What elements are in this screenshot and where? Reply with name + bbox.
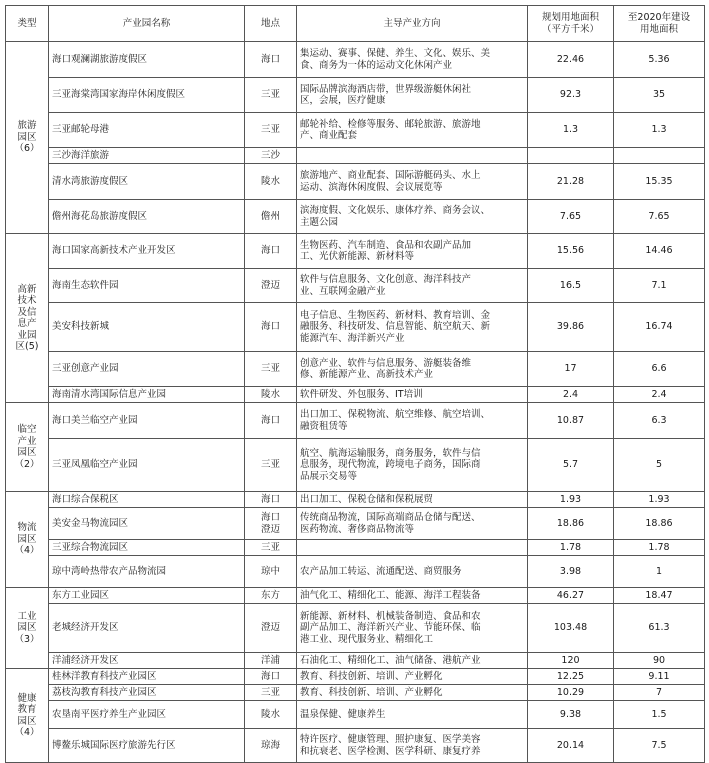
table-row [6,78,705,113]
plan-area-cell: 22.46 [528,42,614,78]
park-name-cell: 美安科技新城 [49,303,245,352]
industry-direction-cell [297,200,528,234]
direction-line: 邮轮补给、检修等服务、邮轮旅游、旅游地 [300,118,481,130]
category-cell [6,403,49,492]
category-cell [6,42,49,234]
direction-line: 食、商务为一体的运动文化休闲产业 [300,59,453,71]
plan-area-cell: 20.14 [528,729,614,763]
category-cell [6,588,49,669]
industry-direction-cell [297,588,528,604]
category-label-line: 产业 [17,435,37,447]
industry-direction-cell [297,113,528,148]
built-area-cell: 14.46 [614,234,705,269]
location-line: 陵水 [260,388,280,400]
table-row [6,200,705,234]
built-area-cell: 90 [614,653,705,669]
park-name-cell: 农垦南平医疗养生产业园区 [49,701,245,729]
park-name-cell: 美安金马物流园区 [49,508,245,540]
location-line: 东方 [260,589,280,601]
header-plan-area-line1: 规划用地面积 [541,11,599,23]
direction-line: 港工业、现代服务业、精细化工 [300,633,434,645]
location-cell [245,200,297,234]
location-line: 三亚 [260,459,280,471]
location-line: 海口 [260,53,280,65]
category-label-line: 园区 [17,131,37,143]
table-row [6,234,705,269]
direction-line: 品展示交易等 [300,470,358,482]
location-cell [245,403,297,439]
industry-direction-cell [297,439,528,492]
plan-area-cell: 15.56 [528,234,614,269]
category-cell [6,234,49,403]
direction-line: 出口加工、保税仓储和保税展贸 [300,493,434,505]
table-row [6,269,705,303]
category-label-line: 工业 [17,610,37,622]
park-name-cell: 三沙海洋旅游 [49,148,245,164]
header-type: 类型 [6,6,49,42]
industry-direction-cell [297,303,528,352]
table-row [6,42,705,78]
table-row [6,685,705,701]
direction-line: 教育、科技创新、培训、产业孵化 [300,670,443,682]
direction-line: 融服务、科技研发、信息智能、航空航天、新 [300,321,491,333]
location-cell [245,42,297,78]
table-row [6,669,705,685]
direction-line: 航空、航海运输服务，商务服务，软件与信 [300,447,481,459]
location-cell [245,303,297,352]
built-area-cell: 1.93 [614,492,705,508]
direction-line: 医药物流、奢侈商品物流等 [300,523,415,535]
category-label-line: （2） [14,458,40,470]
direction-line: 生物医药、汽车制造、食品和农副产品加 [300,239,472,251]
industry-direction-cell [297,540,528,556]
plan-area-cell: 2.4 [528,387,614,403]
built-area-cell: 1.78 [614,540,705,556]
direction-line: 农产品加工转运、流通配送、商贸服务 [300,565,462,577]
direction-line: 产、商业配套 [300,130,358,141]
location-cell [245,669,297,685]
plan-area-cell: 16.5 [528,269,614,303]
industry-direction-cell [297,78,528,113]
plan-area-cell: 21.28 [528,164,614,200]
industry-direction-cell [297,685,528,701]
category-label-line: 健康 [17,692,37,704]
industry-direction-cell [297,42,528,78]
direction-line: 融资租赁等 [300,420,348,432]
location-cell [245,540,297,556]
location-cell [245,352,297,387]
location-cell [245,439,297,492]
direction-line: 教育、科技创新、培训、产业孵化 [300,686,443,698]
park-name-cell: 儋州海花岛旅游度假区 [49,200,245,234]
direction-line: 滨海度假、文化娱乐、康体疗养、商务会议、 [300,205,491,216]
header-row [6,6,705,42]
category-label-line: 区(5) [15,341,39,352]
category-label-line: 园区 [17,447,37,458]
park-name-cell: 三亚综合物流园区 [49,540,245,556]
category-label-line: （6） [14,143,40,155]
built-area-cell: 1.5 [614,701,705,729]
header-plan-area-line2: （平方千米） [541,23,599,35]
park-name-cell: 海口观澜湖旅游度假区 [49,42,245,78]
plan-area-cell: 9.38 [528,701,614,729]
park-name-cell: 三亚凤凰临空产业园 [49,439,245,492]
park-name-cell: 海口国家高新技术产业开发区 [49,234,245,269]
table-row [6,387,705,403]
category-label-line: 园区 [17,715,37,727]
table-row [6,508,705,540]
table-row [6,403,705,439]
header-built-area-line1: 至2020年建设 [627,11,691,23]
location-cell [245,164,297,200]
industry-direction-cell [297,269,528,303]
plan-area-cell: 10.87 [528,403,614,439]
table-row [6,556,705,588]
category-label-line: （4） [14,727,40,738]
table-row [6,352,705,387]
header-built-area [614,6,705,42]
direction-line: 能源汽车、海洋新兴产业 [300,332,405,344]
category-label-line: 及信 [17,306,37,318]
direction-line: 电子信息、生物医药、新材料、教育培训、金 [300,309,491,321]
built-area-cell: 5.36 [614,42,705,78]
location-line: 陵水 [260,708,280,720]
industry-direction-cell [297,234,528,269]
direction-line: 出口加工、保税物流、航空维修、航空培训、 [300,409,491,420]
plan-area-cell [528,148,614,164]
industry-direction-cell [297,148,528,164]
category-label-line: 临空 [17,424,37,435]
header-location: 地点 [245,6,297,42]
direction-line: 运动、滨海休闲度假、会议展览等 [300,181,443,193]
park-name-cell: 清水湾旅游度假区 [49,164,245,200]
location-line: 三亚 [260,363,280,375]
category-label-line: 高新 [17,283,37,295]
category-label-line: 息产 [17,318,37,329]
industry-direction-cell [297,556,528,588]
direction-line: 息服务，现代物流，跨境电子商务，国际商 [300,459,481,471]
industry-direction-cell [297,701,528,729]
direction-line: 温泉保健、健康养生 [300,708,386,720]
location-cell [245,148,297,164]
plan-area-cell: 17 [528,352,614,387]
category-cell [6,492,49,588]
table-row [6,588,705,604]
built-area-cell: 15.35 [614,164,705,200]
location-cell [245,604,297,653]
industry-direction-cell [297,164,528,200]
built-area-cell: 1 [614,556,705,588]
industry-direction-cell [297,729,528,763]
direction-line: 区，会展，医疗健康 [300,95,386,106]
header-built-area-line2: 用地面积 [639,23,678,35]
location-line: 澄迈 [260,523,280,535]
header-name: 产业园名称 [49,6,245,42]
location-line: 澄迈 [260,279,280,291]
built-area-cell: 9.11 [614,669,705,685]
location-cell [245,492,297,508]
location-line: 洋浦 [260,654,280,666]
built-area-cell: 7 [614,685,705,701]
park-name-cell: 桂林洋教育科技产业园区 [49,669,245,685]
category-label-line: 园区 [17,533,37,545]
location-line: 海口 [260,245,280,257]
industrial-park-table [5,5,705,763]
plan-area-cell: 46.27 [528,588,614,604]
park-name-cell: 东方工业园区 [49,588,245,604]
industry-direction-cell [297,653,528,669]
direction-line: 国际品牌滨海酒店带，世界级游艇休闲社 [300,83,472,95]
built-area-cell: 5 [614,439,705,492]
industry-direction-cell [297,508,528,540]
built-area-cell: 6.3 [614,403,705,439]
category-label-line: （4） [14,545,40,557]
table-row [6,113,705,148]
location-line: 琼中 [260,565,280,577]
direction-line: 旅游地产、商业配套、国际游艇码头、水上 [300,170,481,181]
location-cell [245,387,297,403]
location-cell [245,685,297,701]
category-label-line: 旅游 [17,120,37,132]
category-label-line: 技术 [17,295,37,306]
direction-line: 主题公园 [300,216,339,228]
built-area-cell: 18.86 [614,508,705,540]
plan-area-cell: 120 [528,653,614,669]
direction-line: 软件研发、外包服务、IT培训 [300,388,423,400]
direction-line: 集运动、赛事、保健、养生、文化、娱乐、美 [300,48,491,59]
table-body [6,42,705,763]
location-cell [245,508,297,540]
park-name-cell: 海南清水湾国际信息产业园 [49,387,245,403]
park-name-cell: 三亚创意产业园 [49,352,245,387]
location-cell [245,729,297,763]
park-name-cell: 海口综合保税区 [49,492,245,508]
location-cell [245,78,297,113]
location-cell [245,234,297,269]
direction-line: 副产品加工、海洋新兴产业、节能环保、临 [300,622,481,634]
direction-line: 修、新能源产业、高新技术产业 [300,369,434,380]
park-name-cell: 三亚邮轮母港 [49,113,245,148]
industry-direction-cell [297,604,528,653]
built-area-cell: 61.3 [614,604,705,653]
location-cell [245,588,297,604]
location-cell [245,653,297,669]
table-row [6,653,705,669]
plan-area-cell: 1.93 [528,492,614,508]
direction-line: 新能源、新材料、机械装备制造、食品和农 [300,610,481,622]
plan-area-cell: 18.86 [528,508,614,540]
location-line: 海口 [260,493,280,505]
location-cell [245,701,297,729]
location-line: 琼海 [260,739,280,751]
location-line: 三亚 [260,541,280,553]
category-label-line: 教育 [17,704,37,715]
location-line: 澄迈 [260,622,280,634]
plan-area-cell: 92.3 [528,78,614,113]
built-area-cell: 16.74 [614,303,705,352]
header-plan-area [528,6,614,42]
park-name-cell: 洋浦经济开发区 [49,653,245,669]
category-label-line: 业园 [17,329,37,341]
location-cell [245,113,297,148]
built-area-cell: 2.4 [614,387,705,403]
table-row [6,148,705,164]
built-area-cell: 7.1 [614,269,705,303]
location-line: 三亚 [260,89,280,101]
industry-direction-cell [297,669,528,685]
built-area-cell: 6.6 [614,352,705,387]
category-label-line: （3） [14,633,40,645]
park-name-cell: 三亚海棠湾国家海岸休闲度假区 [49,78,245,113]
park-name-cell: 海口美兰临空产业园 [49,403,245,439]
direction-line: 传统商品物流，国际高端商品仓储与配送、 [300,512,481,523]
location-cell [245,269,297,303]
location-line: 三亚 [260,124,280,136]
location-line: 儋州 [260,210,280,222]
plan-area-cell: 1.78 [528,540,614,556]
direction-line: 软件与信息服务、文化创意、海洋科技产 [300,274,472,285]
location-line: 三亚 [260,686,280,698]
table-row [6,303,705,352]
built-area-cell: 7.65 [614,200,705,234]
direction-line: 油气化工、精细化工、能源、海洋工程装备 [300,589,481,601]
direction-line: 工、光伏新能源、新材料等 [300,251,415,262]
location-line: 陵水 [260,175,280,187]
direction-line: 和抗衰老、医学检测、医学科研、康复疗养 [300,745,481,757]
plan-area-cell: 7.65 [528,200,614,234]
built-area-cell: 7.5 [614,729,705,763]
industry-direction-cell [297,352,528,387]
plan-area-cell: 10.29 [528,685,614,701]
built-area-cell [614,148,705,164]
direction-line: 业、互联网金融产业 [300,285,386,297]
built-area-cell: 18.47 [614,588,705,604]
location-line: 海口 [260,414,280,426]
built-area-cell: 1.3 [614,113,705,148]
park-name-cell: 博鳌乐城国际医疗旅游先行区 [49,729,245,763]
park-name-cell: 琼中湾岭热带农产品物流园 [49,556,245,588]
industry-direction-cell [297,492,528,508]
park-name-cell: 老城经济开发区 [49,604,245,653]
direction-line: 石油化工、精细化工、油气储备、港航产业 [300,654,481,666]
category-label-line: 园区 [17,622,37,634]
park-name-cell: 海南生态软件园 [49,269,245,303]
table-row [6,729,705,763]
plan-area-cell: 39.86 [528,303,614,352]
direction-line: 创意产业、软件与信息服务、游艇装备维 [300,357,472,369]
header-direction: 主导产业方向 [297,6,528,42]
plan-area-cell: 1.3 [528,113,614,148]
park-name-cell: 荔枝沟教育科技产业园区 [49,685,245,701]
industry-direction-cell [297,387,528,403]
location-line: 三沙 [260,149,280,161]
direction-line: 特许医疗、健康管理、照护康复、医学美容 [300,734,481,745]
location-line: 海口 [260,512,280,523]
table-row [6,701,705,729]
industry-direction-cell [297,403,528,439]
table-row [6,540,705,556]
table-row [6,604,705,653]
plan-area-cell: 103.48 [528,604,614,653]
location-cell [245,556,297,588]
table-row [6,439,705,492]
category-label-line: 物流 [17,522,37,534]
location-line: 海口 [260,670,280,682]
plan-area-cell: 5.7 [528,439,614,492]
table-row [6,164,705,200]
table-row [6,492,705,508]
location-line: 海口 [260,321,280,333]
category-cell [6,669,49,763]
plan-area-cell: 12.25 [528,669,614,685]
built-area-cell: 35 [614,78,705,113]
plan-area-cell: 3.98 [528,556,614,588]
